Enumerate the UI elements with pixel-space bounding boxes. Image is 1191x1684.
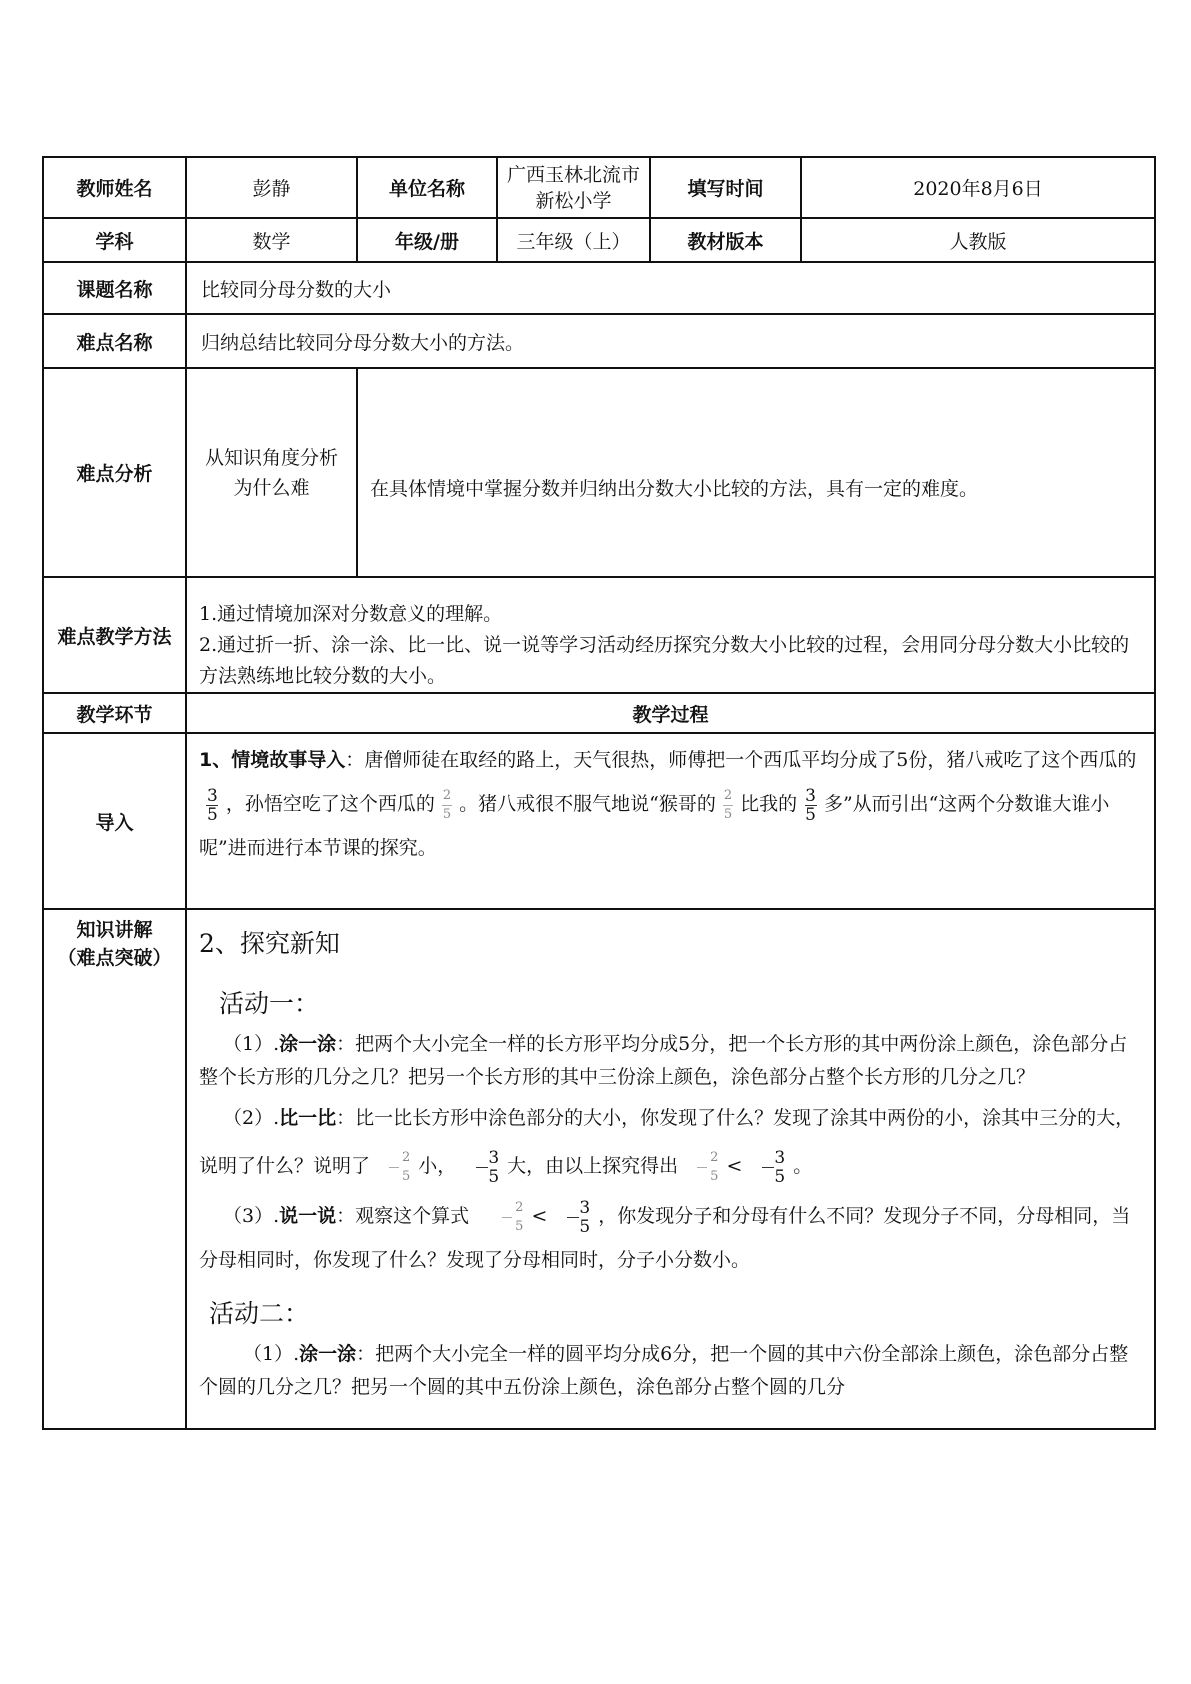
activity-two-p1: （1）.涂一涂：把两个大小完全一样的圆平均分成6分，把一个圆的其中六份全部涂上颜色，涂色部分占整个圆的几分之几？把另一个圆的其中五份涂上颜色，涂色部分占整个圆的几分: [199, 1343, 1129, 1398]
knowledge-label: [43, 909, 186, 1429]
analysis-sub-line1: 从知识角度分析: [204, 446, 338, 469]
subject-value: 数学: [186, 218, 357, 262]
process-label: 教学过程: [186, 693, 1155, 733]
activity-one-p3: （3）.说一说：观察这个算式 $\frac{2}{5}$ < $\frac{3}{5}$ ，你发现分子和分母有什么不同？发现分子不同，分母相同，当分母相同时，你发现了什么？发现了分母相同时，分子小分数小。: [199, 1197, 1131, 1271]
unit-value: [497, 157, 650, 218]
method-label: 难点教学方法: [43, 577, 186, 693]
intro-t4: 比我的: [740, 793, 798, 815]
fraction-three-fifths: $\frac{3}{5}$: [553, 1199, 592, 1236]
knowledge-content: [186, 909, 1155, 1429]
analysis-sub-line2: 为什么难: [233, 476, 310, 499]
activity-one-p1: （1）.涂一涂：把两个大小完全一样的长方形平均分成5分，把一个长方形的其中两份涂上颜色，涂色部分占整个长方形的几分之几？把另一个长方形的其中三份涂上颜色，涂色部分占整个长方形的几分之几？: [199, 1033, 1128, 1088]
lesson-plan-table: [42, 156, 1156, 1430]
subject-label: 学科: [43, 218, 186, 262]
row-analysis: [43, 368, 1155, 577]
intro-text: [186, 733, 1155, 909]
intro-label: 导入: [43, 733, 186, 909]
grade-label: 年级/册: [357, 218, 497, 262]
teacher-value: 彭静: [186, 157, 357, 218]
activity-two-title: 活动二：: [209, 1299, 310, 1328]
method-line1: 1.通过情境加深对分数意义的理解。: [199, 602, 503, 625]
row-teacher: [43, 157, 1155, 218]
knowledge-label-line1: 知识讲解: [76, 919, 153, 941]
edition-label: 教材版本: [650, 218, 801, 262]
fraction-two-fifths: $\frac{2}{5}$: [442, 787, 452, 822]
less-than-sign: <: [726, 1155, 743, 1177]
row-method: [43, 577, 1155, 693]
analysis-text: 在具体情境中掌握分数并归纳出分数大小比较的方法，具有一定的难度。: [357, 368, 1155, 577]
date-label: 填写时间: [650, 157, 801, 218]
less-than-sign: <: [531, 1205, 548, 1227]
intro-t5: 多”从而引出“这两个分数谁大谁小呢”进而进行本节课的探究。: [199, 793, 1110, 859]
topic-label: 课题名称: [43, 262, 186, 314]
topic-value: 比较同分母分数的大小: [186, 262, 1155, 314]
row-topic: [43, 262, 1155, 314]
date-value: 2020年8月6日: [801, 157, 1155, 218]
fraction-three-fifths: $\frac{3}{5}$: [462, 1149, 501, 1186]
fraction-two-fifths: $\frac{2}{5}$: [376, 1149, 412, 1186]
unit-value-line2: 新松小学: [535, 189, 612, 212]
fraction-two-fifths: $\frac{2}{5}$: [684, 1149, 720, 1186]
row-intro: [43, 733, 1155, 909]
fraction-three-fifths: $\frac{3}{5}$: [748, 1149, 787, 1186]
analysis-label: 难点分析: [43, 368, 186, 577]
activity-one-title: 活动一：: [219, 989, 320, 1018]
row-knowledge: [43, 909, 1155, 1429]
unit-label: 单位名称: [357, 157, 497, 218]
intro-title: 1、情境故事导入: [199, 749, 346, 771]
fraction-three-fifths: $\frac{3}{5}$: [207, 785, 218, 825]
method-line2: 2.通过折一折、涂一涂、比一比、说一说等学习活动经历探究分数大小比较的过程，会用同分母分数大小比较的方法熟练地比较分数的大小。: [199, 633, 1130, 687]
difficulty-value: 归纳总结比较同分母分数大小的方法。: [186, 314, 1155, 368]
knowledge-label-line2: （难点突破）: [57, 947, 172, 969]
unit-value-line1: 广西玉林北流市: [506, 163, 640, 186]
intro-t3: 。猪八戒很不服气地说“猴哥的: [459, 793, 716, 815]
intro-t2: ，孙悟空吃了这个西瓜的: [225, 793, 435, 815]
fraction-two-fifths: $\frac{2}{5}$: [723, 787, 733, 822]
row-subject: [43, 218, 1155, 262]
row-difficulty: [43, 314, 1155, 368]
intro-t1: ：唐僧师徒在取经的路上，天气很热，师傅把一个西瓜平均分成了5份，猪八戒吃了这个西瓜的: [345, 749, 1137, 771]
teacher-label: 教师姓名: [43, 157, 186, 218]
grade-value: 三年级（上）: [497, 218, 650, 262]
edition-value: 人教版: [801, 218, 1155, 262]
section-title: 2、探究新知: [199, 929, 340, 958]
fraction-two-fifths: $\frac{2}{5}$: [489, 1199, 525, 1236]
method-text: [186, 577, 1155, 693]
fraction-three-fifths: $\frac{3}{5}$: [805, 785, 816, 825]
stage-label: 教学环节: [43, 693, 186, 733]
difficulty-label: 难点名称: [43, 314, 186, 368]
row-process-header: [43, 693, 1155, 733]
activity-one-p2: （2）.比一比：比一比长方形中涂色部分的大小，你发现了什么？发现了涂其中两份的小，涂其中三分的大，说明了什么？说明了 $\frac{2}{5}$ 小， $\frac{3}{5}$ 大，由以上探究得出 $\frac{2}{5}$ < $\frac{3}{5}$ 。: [199, 1107, 1135, 1187]
analysis-subtitle: [186, 368, 357, 577]
